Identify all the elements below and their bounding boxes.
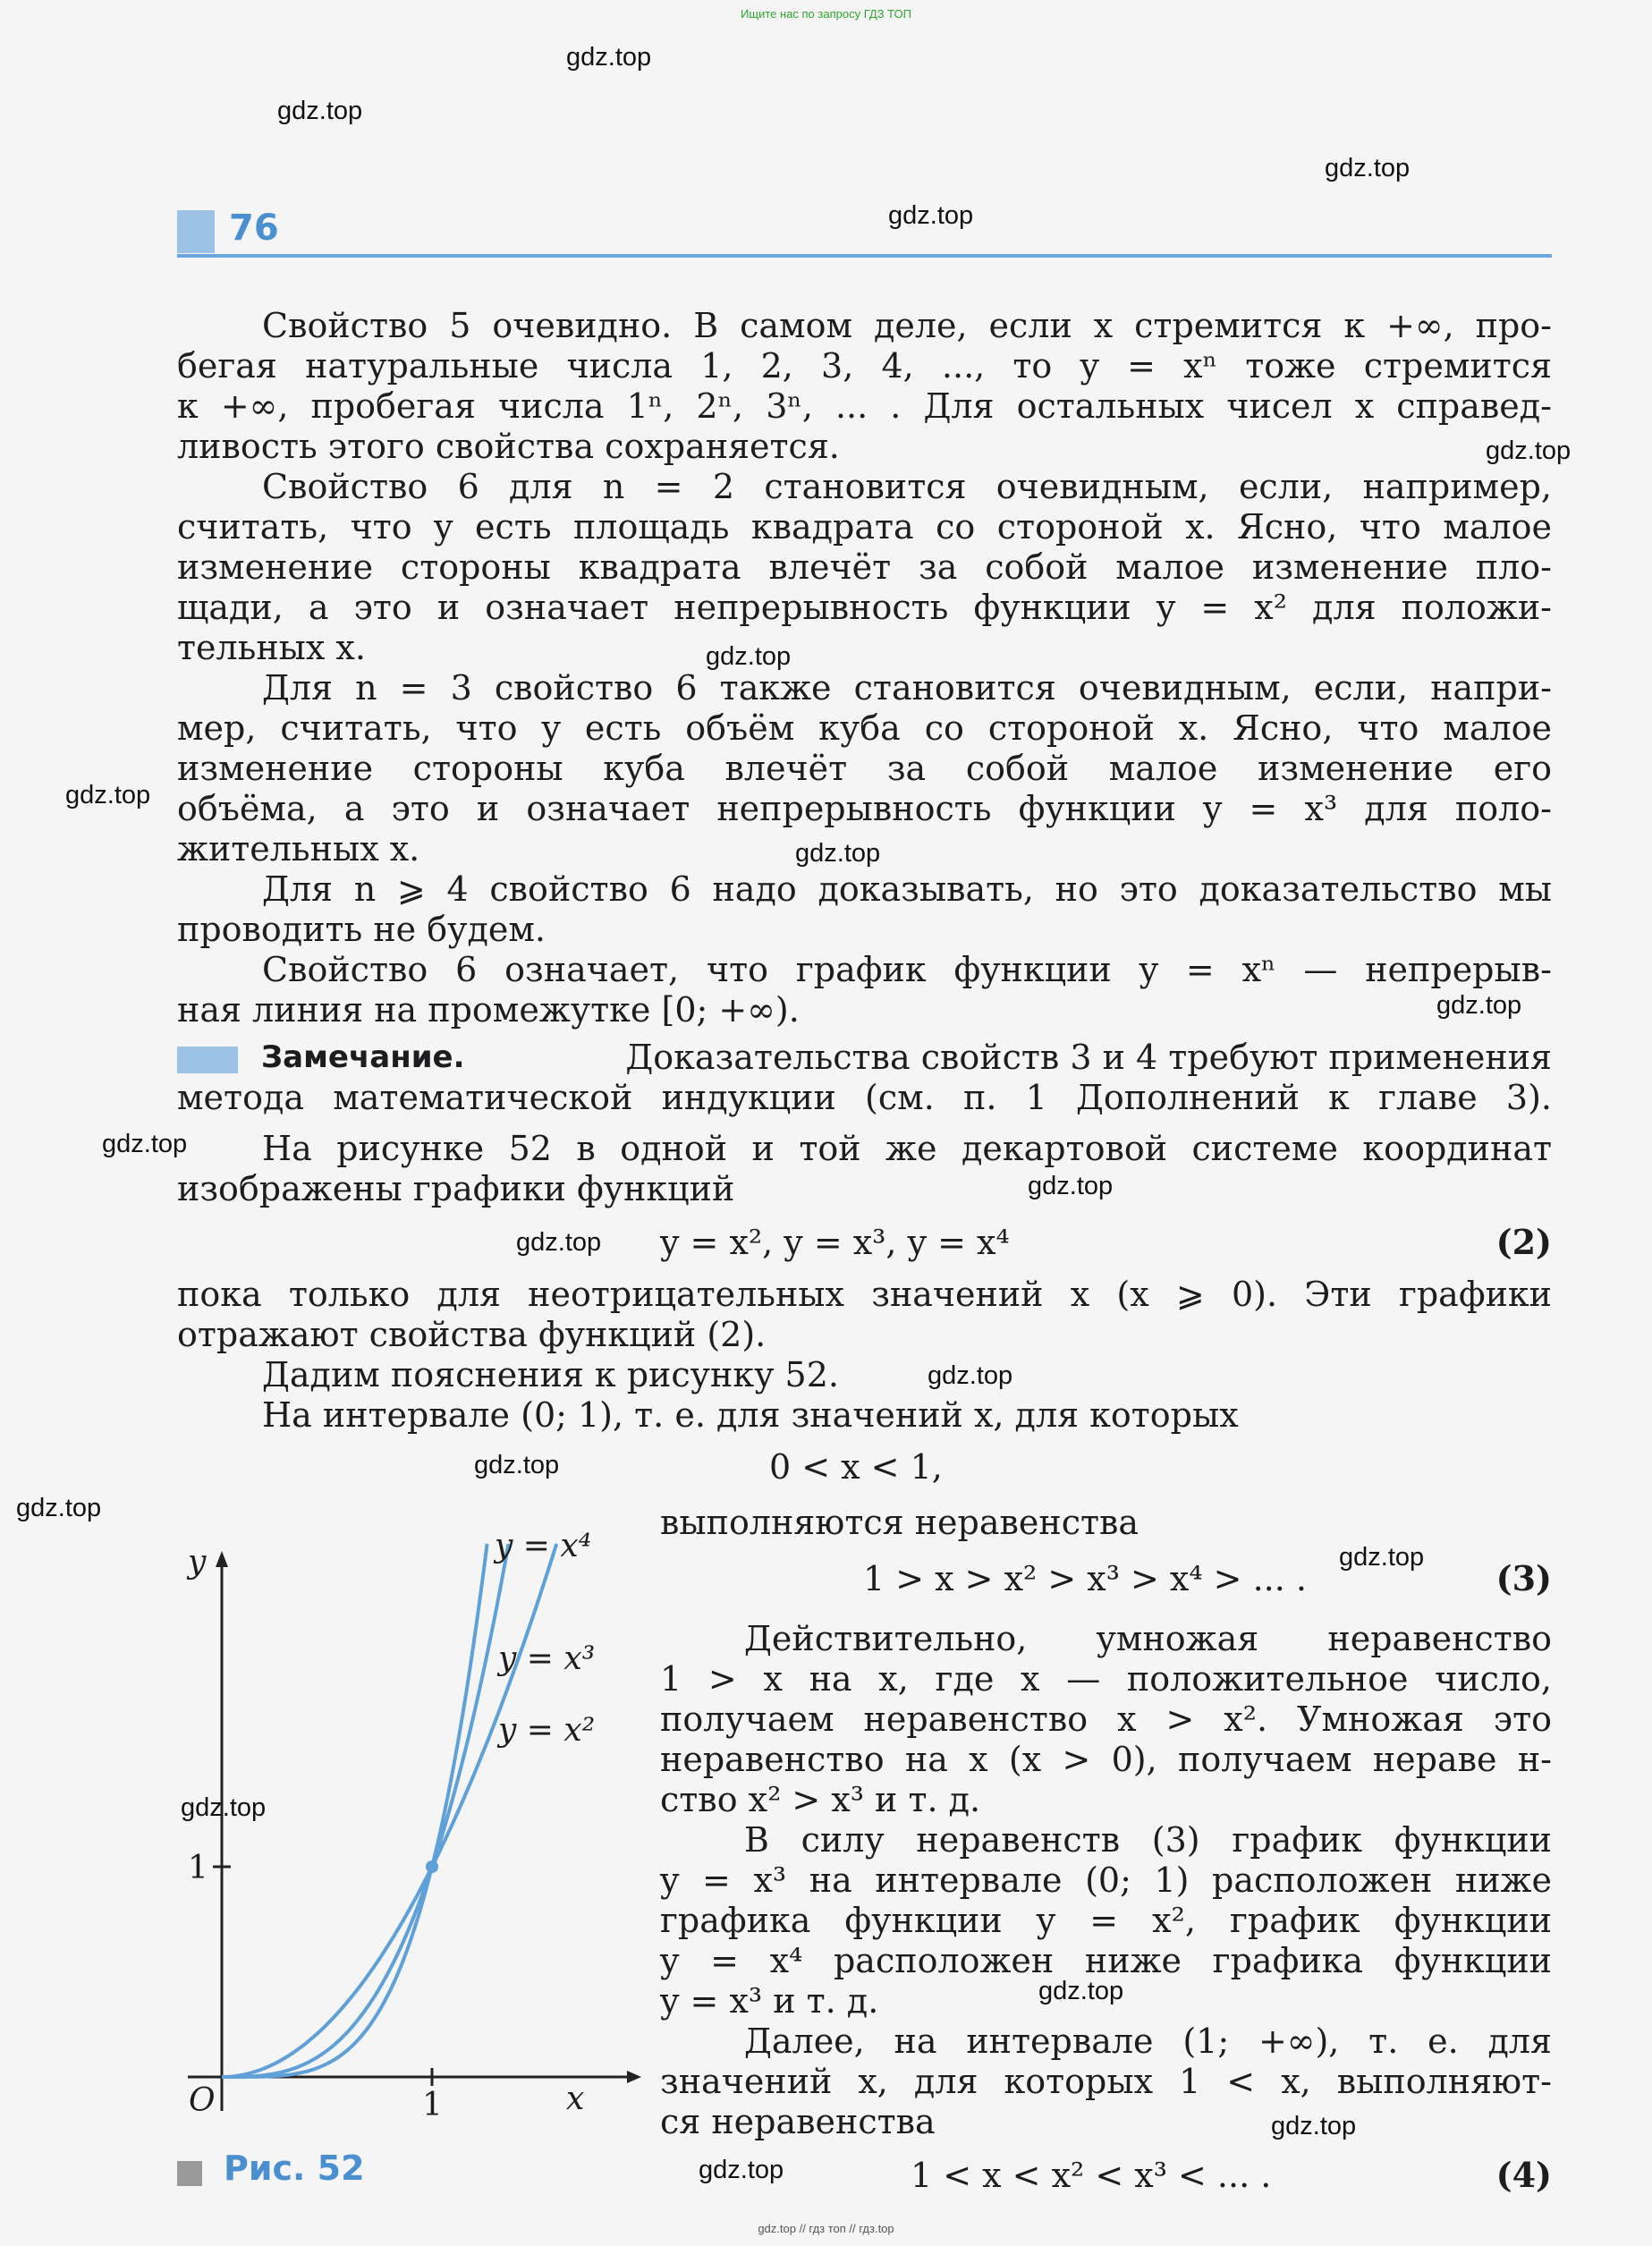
watermark: gdz.top	[277, 97, 363, 125]
equation-2: y = x², y = x³, y = x⁴	[660, 1223, 1010, 1262]
text-line: 1 > x на x, где x — положительное число,	[660, 1659, 1552, 1699]
curve-label-x3: y = x³	[498, 1640, 596, 1677]
text-line: y = x³ и т. д.	[660, 1981, 879, 2021]
curves	[222, 1544, 556, 2077]
watermark: gdz.top	[1486, 436, 1572, 465]
inequality: 0 < x < 1,	[769, 1447, 943, 1487]
watermark: gdz.top	[1271, 2112, 1357, 2140]
watermark: gdz.top	[706, 642, 792, 671]
text-line: графика функции y = x², график функции	[660, 1901, 1552, 1940]
watermark: gdz.top	[1325, 154, 1411, 182]
equation-number: (2)	[1495, 1222, 1552, 1262]
caption-marker	[177, 2161, 202, 2186]
watermark: gdz.top	[181, 1793, 267, 1822]
x-axis-arrow	[627, 2071, 641, 2083]
page-number: 76	[229, 208, 279, 249]
text-line: Для n ⩾ 4 свойство 6 надо доказывать, но это доказательство мы	[262, 869, 1552, 909]
text-line: получаем неравенство x > x². Умножая это	[660, 1699, 1552, 1739]
text-line: объёма, а это и означает непрерывность функции y = x³ для поло-	[177, 789, 1552, 828]
text-line: жительных x.	[177, 829, 420, 869]
remark-label: Замечание.	[261, 1039, 465, 1075]
text-line: Действительно, умножая неравенство	[744, 1619, 1552, 1658]
text-line: Дадим пояснения к рисунку 52.	[262, 1355, 839, 1394]
text-line: На рисунке 52 в одной и той же декартовой системе координат	[262, 1129, 1552, 1168]
header-rule	[177, 254, 1552, 258]
text-line: Свойство 5 очевидно. В самом деле, если x стремится к +∞, про-	[262, 306, 1552, 345]
y-axis-arrow	[216, 1551, 228, 1567]
text-line: ливость этого свойства сохраняется.	[177, 427, 840, 466]
text-line: значений x, для которых 1 < x, выполняют-	[660, 2062, 1552, 2101]
text-line: проводить не будем.	[177, 910, 546, 949]
y-tick-label: 1	[188, 1850, 208, 1886]
text-line: ся неравенства	[660, 2102, 936, 2141]
text-line: бегая натуральные числа 1, 2, 3, 4, ..., то y = xⁿ тоже стремится	[177, 346, 1552, 386]
remark-marker	[177, 1047, 238, 1073]
site-note: Ищите нас по запросу ГДЗ ТОП	[741, 7, 911, 21]
text-line: Для n = 3 свойство 6 также становится очевидным, если, напри-	[262, 668, 1552, 708]
footer-note: gdz.top // гдз топ // гдз.top	[758, 2222, 894, 2235]
text-line: мер, считать, что y есть объём куба со стороной x. Ясно, что малое	[177, 708, 1552, 748]
text-line: изменение стороны квадрата влечёт за собой малое изменение пло-	[177, 547, 1552, 587]
y-axis-label: y	[188, 1544, 207, 1581]
text-line: Далее, на интервале (1; +∞), т. е. для	[744, 2021, 1552, 2061]
curve-x-squared	[222, 1544, 556, 2077]
watermark: gdz.top	[928, 1361, 1013, 1390]
text-line: выполняются неравенства	[660, 1503, 1139, 1542]
equation-number: (4)	[1495, 2155, 1552, 2195]
text-line: к +∞, пробегая числа 1ⁿ, 2ⁿ, 3ⁿ, ... . Для остальных чисел x справед-	[177, 386, 1552, 426]
watermark: gdz.top	[699, 2156, 784, 2184]
curve-label-x4: y = x⁴	[495, 1530, 592, 1564]
page-header	[177, 208, 1552, 261]
watermark: gdz.top	[474, 1451, 560, 1479]
figure-52	[165, 1530, 648, 2120]
watermark: gdz.top	[102, 1130, 188, 1158]
text-line: Доказательства свойств 3 и 4 требуют применения	[625, 1038, 1552, 1077]
text-line: изменение стороны куба влечёт за собой малое изменение его	[177, 749, 1552, 788]
text-line: y = x⁴ расположен ниже графика функции	[660, 1941, 1552, 1980]
text-line: ная линия на промежутке [0; +∞).	[177, 990, 800, 1030]
text-line: метода математической индукции (см. п. 1 Дополнений к главе 3).	[177, 1078, 1552, 1117]
equation-3: 1 > x > x² > x³ > x⁴ > ... .	[863, 1559, 1307, 1598]
axes	[188, 1551, 641, 2111]
text-line: щади, а это и означает непрерывность функции y = x² для положи-	[177, 588, 1552, 627]
text-line: тельных x.	[177, 628, 366, 667]
curve-x-cubed	[222, 1544, 509, 2077]
text-line: y = x³ на интервале (0; 1) расположен ниже	[660, 1860, 1552, 1900]
intersection-point	[426, 1860, 438, 1873]
equation-number: (3)	[1495, 1558, 1552, 1598]
watermark: gdz.top	[1038, 1977, 1124, 2005]
watermark: gdz.top	[566, 43, 652, 72]
watermark: gdz.top	[1436, 991, 1522, 1020]
page-mark	[177, 210, 215, 253]
watermark: gdz.top	[795, 839, 881, 868]
origin-label: O	[189, 2082, 216, 2119]
text-line: изображены графики функций	[177, 1169, 735, 1208]
watermark: gdz.top	[16, 1494, 102, 1522]
text-line: Свойство 6 для n = 2 становится очевидным, если, например,	[262, 467, 1552, 506]
text-line: пока только для неотрицательных значений x (x ⩾ 0). Эти графики	[177, 1275, 1552, 1314]
watermark: gdz.top	[1339, 1543, 1425, 1572]
watermark: gdz.top	[65, 781, 151, 809]
text-line: отражают свойства функций (2).	[177, 1315, 767, 1354]
curve-label-x2: y = x²	[498, 1712, 596, 1749]
text-line: неравенство на x (x > 0), получаем нераве н-	[660, 1740, 1552, 1779]
text-line: В силу неравенств (3) график функции	[744, 1820, 1552, 1860]
x-tick-label: 1	[422, 2087, 443, 2120]
equation-4: 1 < x < x² < x³ < ... .	[911, 2156, 1272, 2195]
text-line: ство x² > x³ и т. д.	[660, 1780, 981, 1819]
figure-caption: Рис. 52	[224, 2149, 365, 2188]
curve-x-fourth	[222, 1544, 487, 2077]
text-line: На интервале (0; 1), т. е. для значений x, для которых	[262, 1395, 1239, 1435]
watermark: gdz.top	[888, 201, 974, 230]
text-line: Свойство 6 означает, что график функции y = xⁿ — непрерыв-	[262, 950, 1552, 989]
text-line: считать, что y есть площадь квадрата со стороной x. Ясно, что малое	[177, 507, 1552, 547]
x-axis-label: x	[566, 2081, 585, 2117]
watermark: gdz.top	[1028, 1172, 1114, 1200]
watermark: gdz.top	[516, 1228, 602, 1257]
remark-line	[261, 1038, 1552, 1077]
